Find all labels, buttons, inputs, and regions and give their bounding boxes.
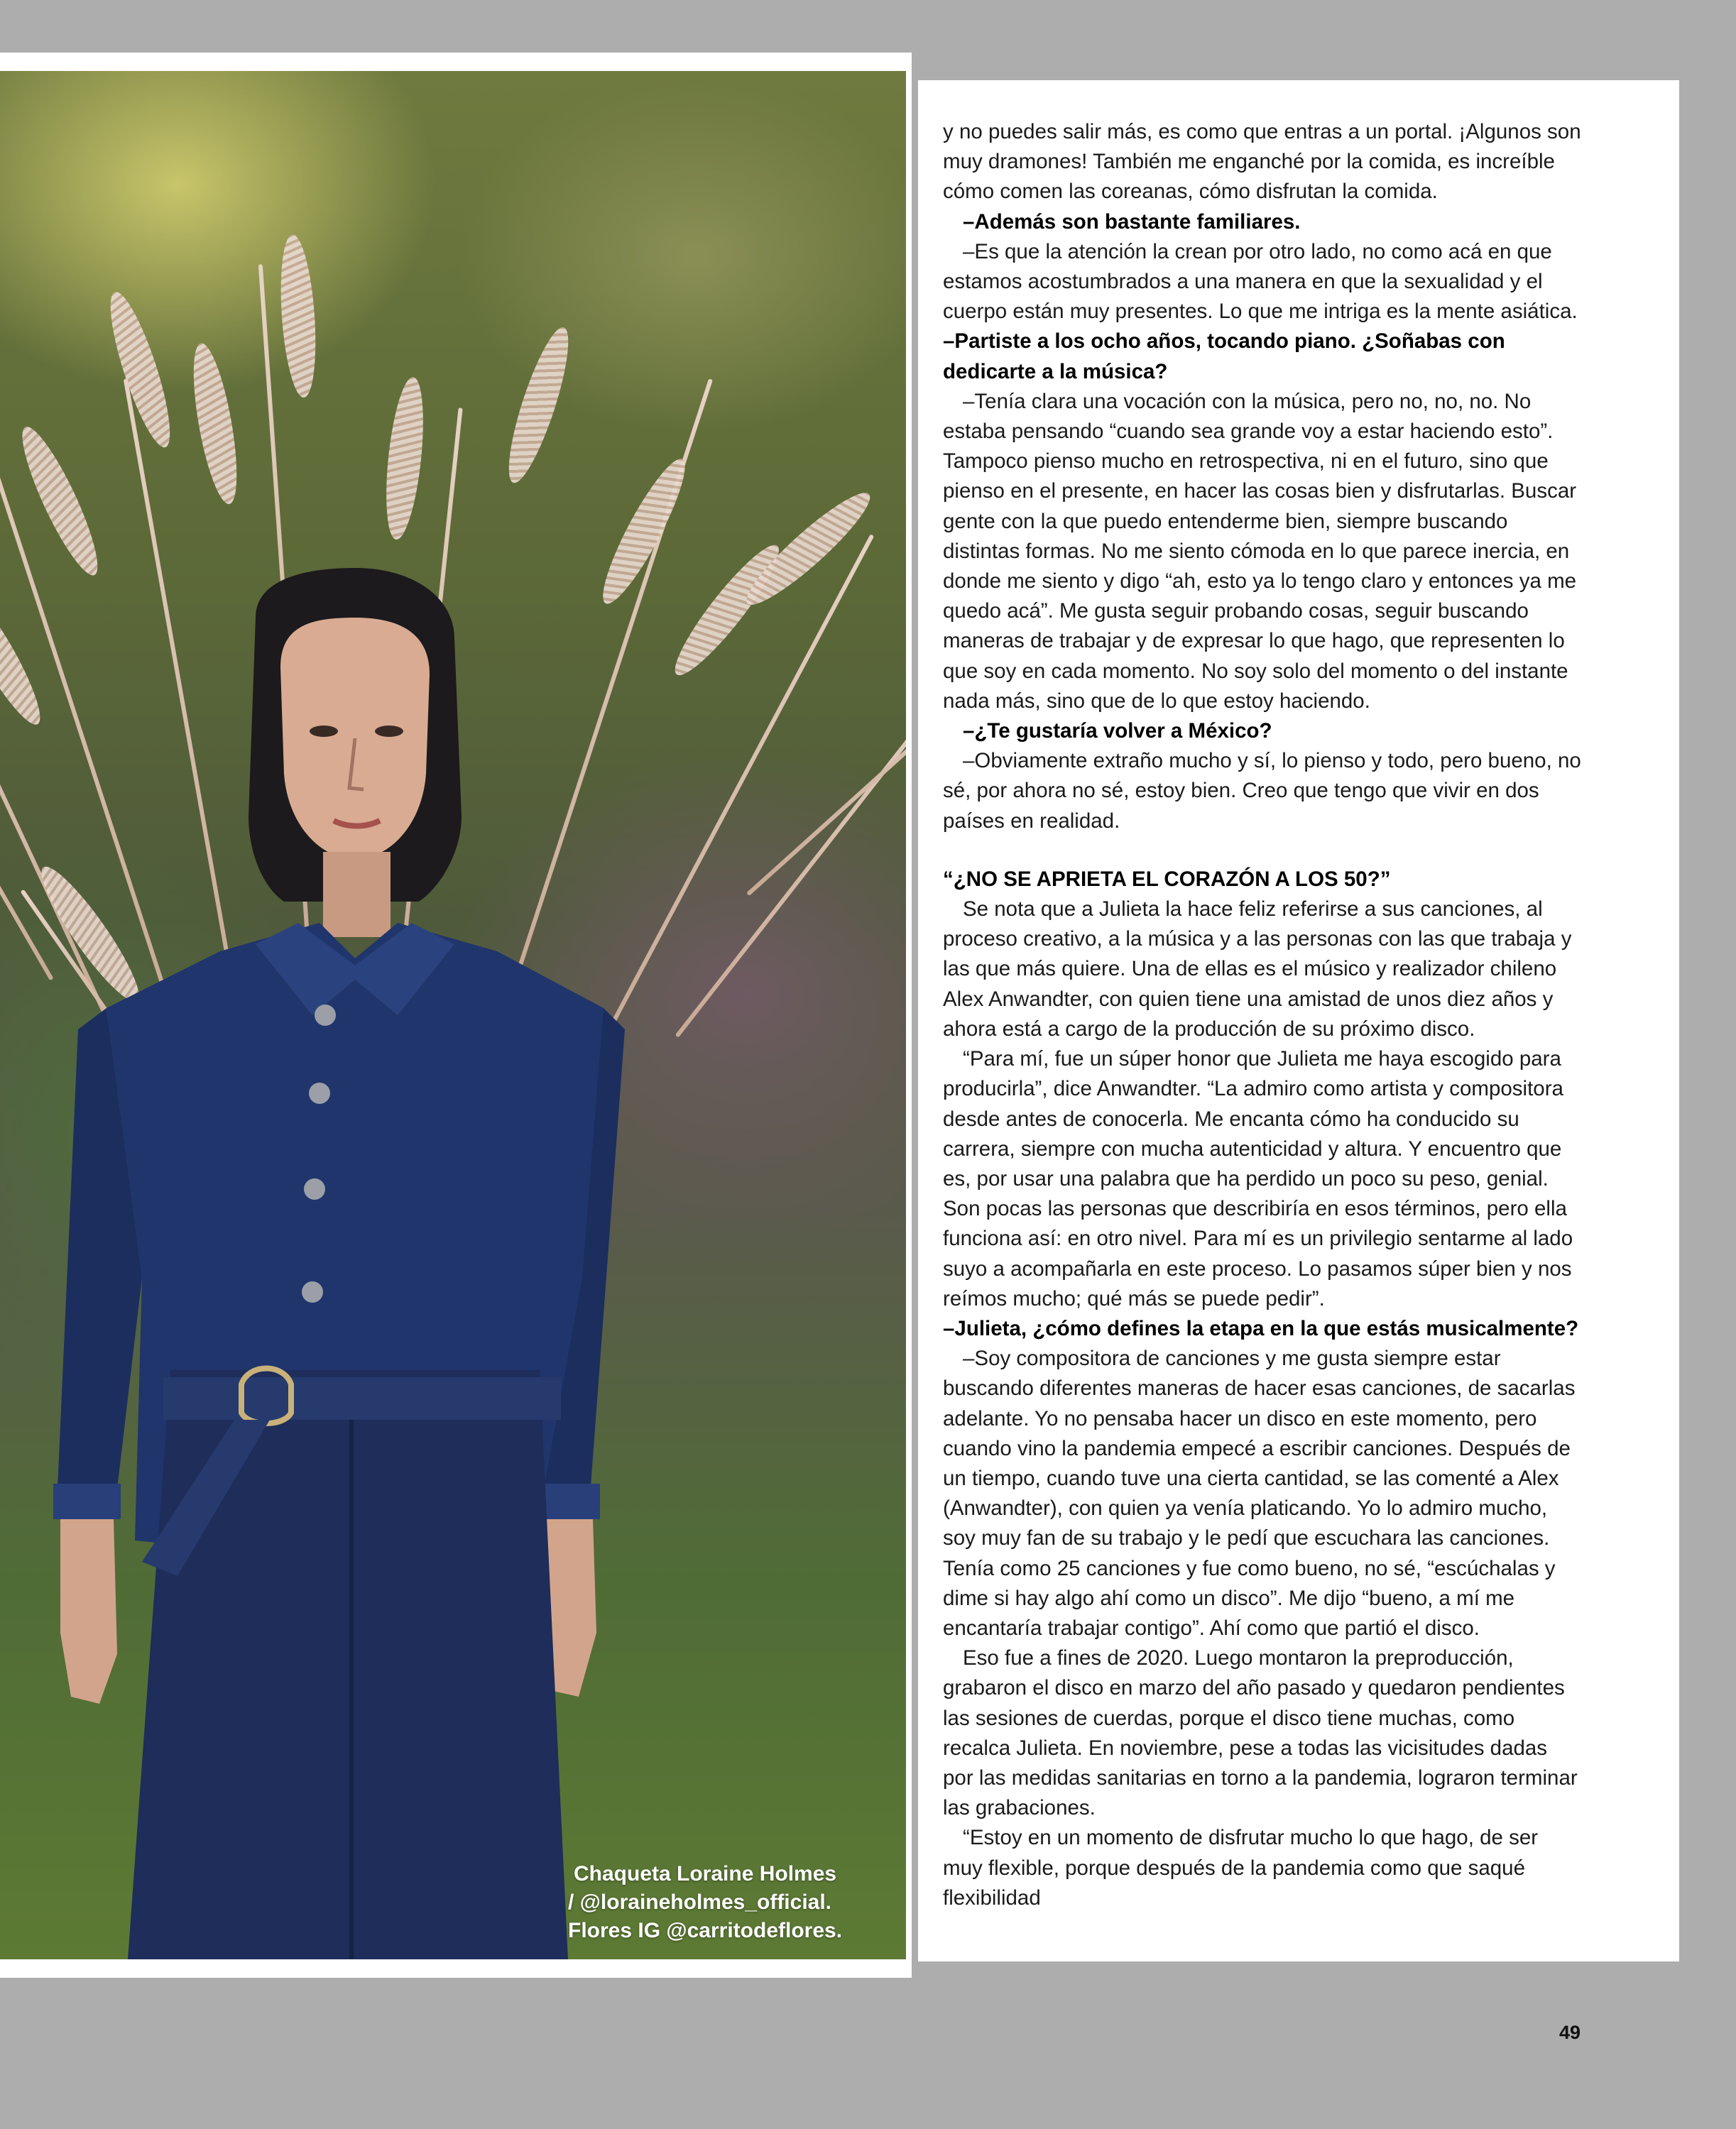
article-paragraph: Se nota que a Julieta la hace feliz referirse a sus canciones, al proceso creativo, a la música y a las personas con las que trabaja y las que más quiere. Una de ellas es el músico y realizador chileno Alex Anwandter, con quien tiene una amistad de unos diez años y ahora está a cargo de la producción de su próximo disco. xyxy=(943,897,1572,1041)
photo-caption xyxy=(568,1860,866,1945)
article-panel xyxy=(918,80,1679,1961)
article-body xyxy=(943,117,1582,1913)
article-paragraph: –Obviamente extraño mucho y sí, lo pienso y todo, pero bueno, no sé, por ahora no sé, estoy bien. Creo que tengo que vivir en dos países en realidad. xyxy=(943,749,1581,833)
page-number: 49 xyxy=(1559,2022,1581,2043)
caption-line: / @loraineholmes_official. xyxy=(568,1890,832,1914)
interview-question: –Además son bastante familiares. xyxy=(963,209,1301,234)
article-paragraph: y no puedes salir más, es como que entras a un portal. ¡Algunos son muy dramones! También me enganché por la comida, es increíble cómo comen las coreanas, cómo disfrutan la comida. xyxy=(943,120,1581,204)
article-paragraph: –Soy compositora de canciones y me gusta siempre estar buscando diferentes maneras de hacer esas canciones, de sacarlas adelante. Yo no pensaba hacer un disco en este momento, pero cuando vino la pandemia empecé a escribir canciones. Después de un tiempo, cuando tuve una cierta cantidad, se las comenté a Alex (Anwandter), con quien ya venía platicando. Yo lo admiro mucho, soy muy fan de su trabajo y le pedí que escuchara las canciones. Tenía como 25 canciones y fue como bueno, no sé, “escúchalas y dime si hay algo ahí como un disco”. Me dijo “bueno, a mí me encantaría trabajar contigo”. Ahí como que partió el disco. xyxy=(943,1347,1576,1640)
article-paragraph: “Para mí, fue un súper honor que Julieta me haya escogido para producirla”, dice Anwandter. “La admiro como artista y compositora desde antes de conocerla. Me encanta cómo ha conducido su carrera, siempre con mucha autenticidad y altura. Y encuentro que es, por usar una palabra que ha perdido un poco su peso, genial. Son pocas las personas que describiría en esos términos, pero ella funciona así: en otro nivel. Para mí es un privilegio sentarme al lado suyo a acompañarla en este proceso. Lo pasamos súper bien y nos reímos mucho; qué más se puede pedir”. xyxy=(943,1047,1573,1310)
interview-question: –¿Te gustaría volver a México? xyxy=(963,719,1272,743)
portrait-photo xyxy=(0,71,906,1959)
woman-figure xyxy=(0,71,906,1959)
caption-line: Flores IG @carritodeflores. xyxy=(568,1919,843,1942)
article-paragraph: –Tenía clara una vocación con la música, pero no, no, no. No estaba pensando “cuando sea grande voy a estar haciendo esto”. Tampoco pienso mucho en retrospectiva, ni en el futuro, sino que pienso en el presente, en hacer las cosas bien y disfrutarlas. Buscar gente con la que puedo entenderme bien, siempre buscando distintas formas. No me siento cómoda en lo que parece inercia, en donde me siento y digo “ah, esto ya lo tengo claro y entonces ya me quedo acá”. Me gusta seguir probando cosas, seguir buscando maneras de trabajar y de expresar lo que hago, que representen lo que soy en cada momento. No soy solo del momento o del instante nada más, sino que de lo que estoy haciendo. xyxy=(943,389,1577,713)
article-paragraph: –Es que la atención la crean por otro lado, no como acá en que estamos acostumbrados a una manera en que la sexualidad y el cuerpo están muy presentes. Lo que me intriga es la mente asiática. xyxy=(943,239,1578,324)
caption-line: Chaqueta Loraine Holmes xyxy=(574,1862,837,1886)
article-paragraph: Eso fue a fines de 2020. Luego montaron la preproducción, grabaron el disco en marzo del año pasado y quedaron pendientes las sesiones de cuerdas, porque el disco tiene muchas, como recalca Julieta. En noviembre, pese a todas las vicisitudes dadas por las medidas sanitarias en torno a la pandemia, lograron terminar las grabaciones. xyxy=(943,1646,1578,1820)
interview-question: –Partiste a los ocho años, tocando piano. ¿Soñabas con dedicarte a la música? xyxy=(943,329,1505,383)
section-heading: “¿NO SE APRIETA EL CORAZÓN A LOS 50?” xyxy=(943,867,1391,891)
article-paragraph: “Estoy en un momento de disfrutar mucho lo que hago, de ser muy flexible, porque después de la pandemia como que saqué flexibilidad xyxy=(943,1826,1539,1910)
photo-frame xyxy=(0,53,912,1978)
interview-question: –Julieta, ¿cómo defines la etapa en la que estás musicalmente? xyxy=(943,1316,1579,1340)
